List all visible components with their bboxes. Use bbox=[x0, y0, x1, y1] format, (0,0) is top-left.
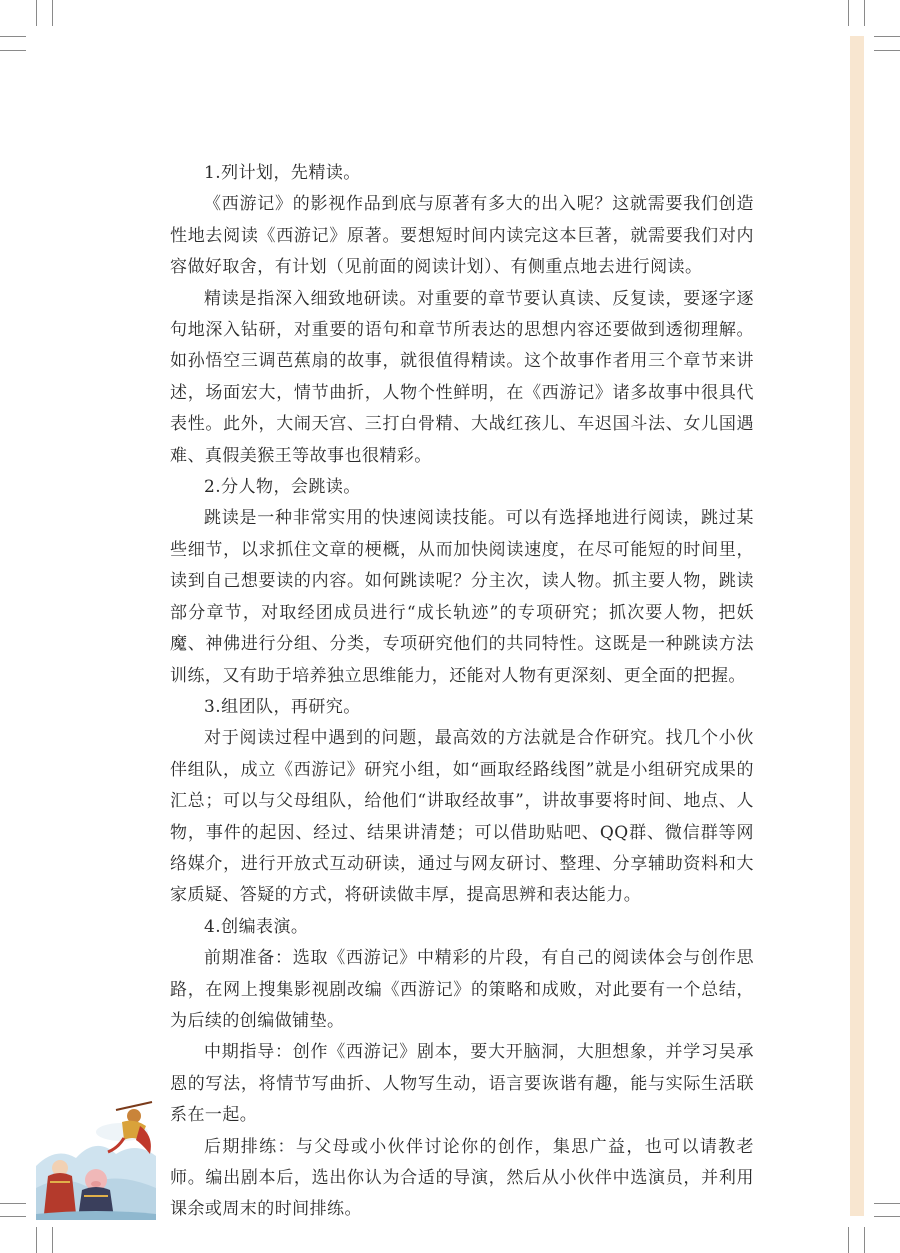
crop-mark bbox=[52, 0, 53, 26]
section-heading: 1.列计划，先精读。 bbox=[204, 163, 361, 183]
paragraph: 后期排练：与父母或小伙伴讨论你的创作，集思广益，也可以请教老师。编出剧本后，选出你认为合适的导演，然后从小伙伴中选演员，并利用课余或周末的时间排练。 bbox=[170, 1136, 754, 1220]
section-heading: 2.分人物，会跳读。 bbox=[204, 477, 361, 498]
paragraph: 跳读是一种非常实用的快速阅读技能。可以有选择地进行阅读，跳过某些细节，以求抓住文章的梗概，从而加快阅读速度，在尽可能短的时间里，读到自己想要读的内容。如何跳读呢？分主次，读人物。抓主要人物，跳读部分章节，对取经团成员进行“成长轨迹”的专项研究；抓次要人物，把妖魔、神佛进行分组、分类，专项研究他们的共同特性。这既是一种跳读方法训练，又有助于培养独立思维能力，还能对人物有更深刻、更全面的把握。 bbox=[170, 508, 754, 686]
crop-mark bbox=[848, 0, 849, 26]
section-heading: 3.组团队，再研究。 bbox=[204, 696, 361, 717]
paragraph: 前期准备：选取《西游记》中精彩的片段，有自己的阅读体会与创作思路，在网上搜集影视剧改编《西游记》的策略和成败，对此要有一个总结，为后续的创编做铺垫。 bbox=[170, 948, 754, 1031]
body-text bbox=[170, 158, 754, 1226]
section-heading: 4.创编表演。 bbox=[204, 916, 309, 937]
margin-color-strip bbox=[850, 36, 864, 1216]
crop-mark bbox=[874, 1216, 900, 1217]
crop-mark bbox=[36, 1227, 37, 1253]
crop-mark bbox=[874, 50, 900, 51]
crop-mark bbox=[0, 36, 26, 37]
paragraph: 精读是指深入细致地研读。对重要的章节要认真读、反复读，要逐字逐句地深入钻研，对重要的语句和章节所表达的思想内容还要做到透彻理解。如孙悟空三调芭蕉扇的故事，就很值得精读。这个故事作者用三个章节来讲述，场面宏大，情节曲折，人物个性鲜明，在《西游记》诸多故事中很具代表性。此外，大闹天宫、三打白骨精、大战红孩儿、车迟国斗法、女儿国遇难、真假美猴王等故事也很精彩。 bbox=[170, 288, 754, 466]
paragraph: 对于阅读过程中遇到的问题，最高效的方法就是合作研究。找几个小伙伴组队，成立《西游记》研究小组，如“画取经路线图”就是小组研究成果的汇总；可以与父母组队，给他们“讲取经故事”，讲故事要将时间、地点、人物，事件的起因、经过、结果讲清楚；可以借助贴吧、QQ群、微信群等网络媒介，进行开放式互动研读，通过与网友研讨、整理、分享辅助资料和大家质疑、答疑的方式，将研读做丰厚，提高思辨和表达能力。 bbox=[170, 728, 754, 906]
crop-mark bbox=[874, 36, 900, 37]
paragraph: 中期指导：创作《西游记》剧本，要大开脑洞，大胆想象，并学习吴承恩的写法，将情节写曲折、人物写生动，语言要诙谐有趣，能与实际生活联系在一起。 bbox=[170, 1042, 754, 1126]
paragraph: 《西游记》的影视作品到底与原著有多大的出入呢？这就需要我们创造性地去阅读《西游记》原著。要想短时间内读完这本巨著，就需要我们对内容做好取舍，有计划（见前面的阅读计划）、有侧重点地去进行阅读。 bbox=[170, 194, 754, 278]
crop-mark bbox=[848, 1227, 849, 1253]
crop-mark bbox=[36, 0, 37, 26]
crop-mark bbox=[864, 0, 865, 26]
crop-mark bbox=[0, 1216, 26, 1217]
crop-mark bbox=[0, 1203, 26, 1204]
crop-mark bbox=[0, 50, 26, 51]
crop-mark bbox=[52, 1227, 53, 1253]
journey-to-the-west-illustration bbox=[36, 1096, 156, 1220]
crop-mark bbox=[864, 1227, 865, 1253]
crop-mark bbox=[874, 1203, 900, 1204]
